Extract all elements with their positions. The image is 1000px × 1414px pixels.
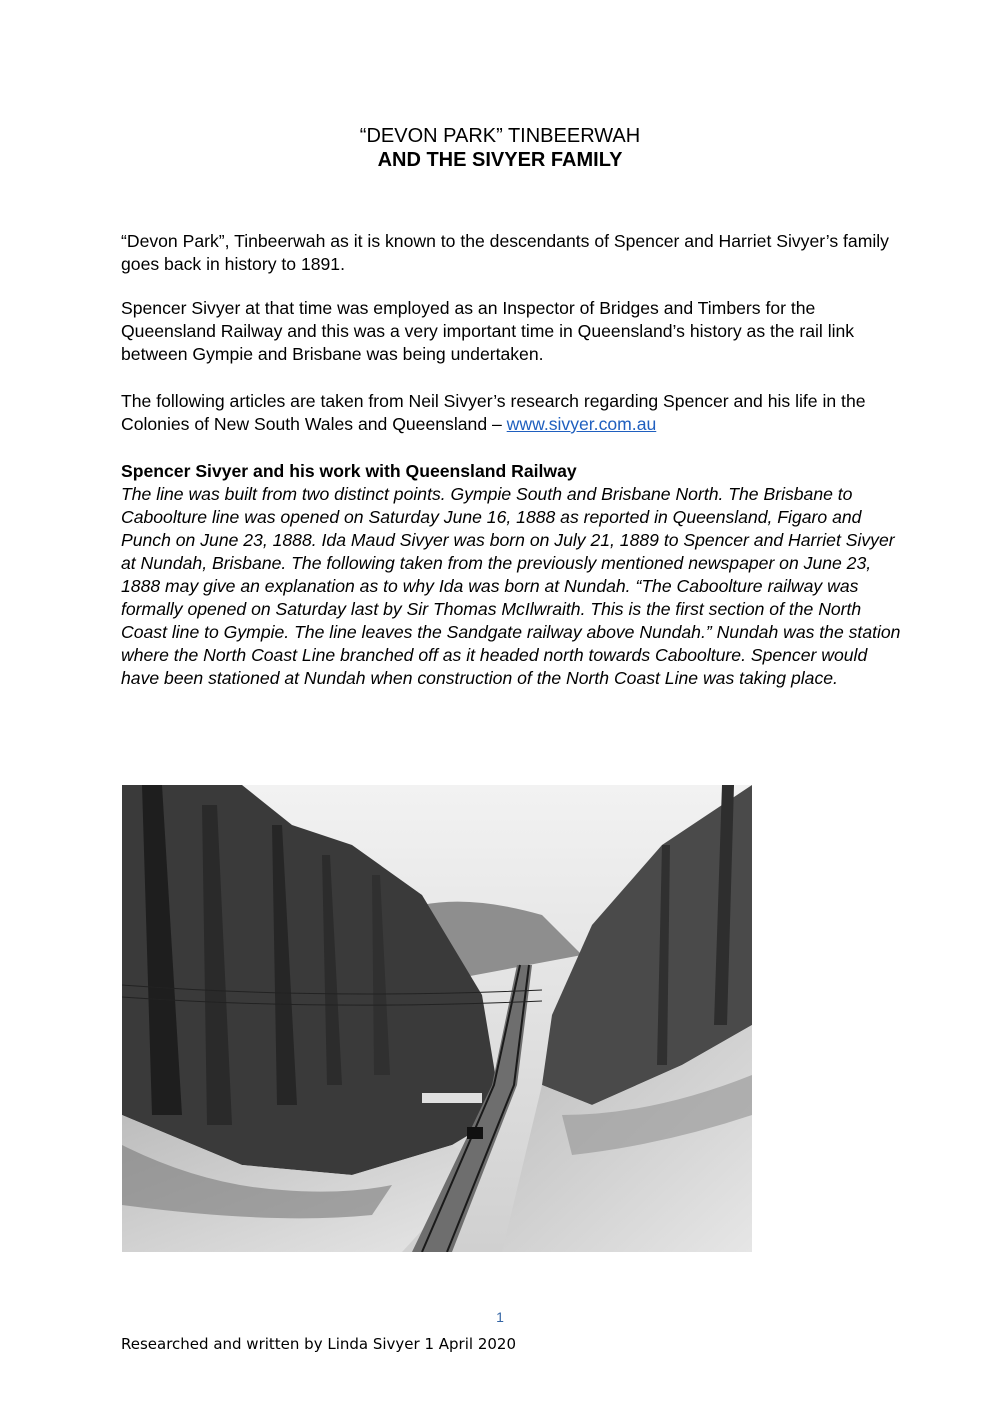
sivyer-website-link[interactable]: www.sivyer.com.au: [506, 414, 657, 434]
section-heading: Spencer Sivyer and his work with Queensland Railway: [121, 461, 577, 481]
intro-paragraph: “Devon Park”, Tinbeerwah as it is known to the descendants of Spencer and Harriet Sivyer’s family goes back in history to 1891.: [121, 231, 889, 274]
employment-paragraph: Spencer Sivyer at that time was employed as an Inspector of Bridges and Timbers for the Queensland Railway and this was a very important time in Queensland’s history as the rail link between Gympie and Brisbane was being undertaken.: [121, 298, 855, 364]
page-number: 1: [496, 1309, 504, 1325]
source-text: The following articles are taken from Neil Sivyer’s research regarding Spencer and his life in the Colonies of New South Wales and Queensland –: [121, 391, 866, 434]
section-body: The line was built from two distinct points. Gympie South and Brisbane North. The Brisbane to Caboolture line was opened on Saturday June 16, 1888 as reported in Queensland, Figaro and Punch on June 23, 1888. Ida Maud Sivyer was born on July 21, 1889 to Spencer and Harriet Sivyer at Nundah, Brisbane. The following taken from the previously mentioned newspaper on June 23, 1888 may give an explanation as to why Ida was born at Nundah. “The Caboolture railway was formally opened on Saturday last by Sir Thomas McIlwraith. This is the first section of the North Coast line to Gympie. The line leaves the Sandgate railway above Nundah.” Nundah was the station where the North Coast Line branched off as it headed north towards Caboolture. Spencer would have been stationed at Nundah when construction of the North Coast Line was taking place.: [121, 484, 901, 688]
railway-cutting-photo: [122, 785, 752, 1252]
page-footer: Researched and written by Linda Sivyer 1 April 2020: [121, 1335, 517, 1353]
title-line-2: AND THE SIVYER FAMILY: [377, 149, 623, 171]
source-paragraph: [121, 390, 901, 436]
title-line-1: “DEVON PARK” TINBEERWAH: [359, 125, 641, 147]
historic-railway-cutting-photo-icon: [122, 785, 752, 1252]
